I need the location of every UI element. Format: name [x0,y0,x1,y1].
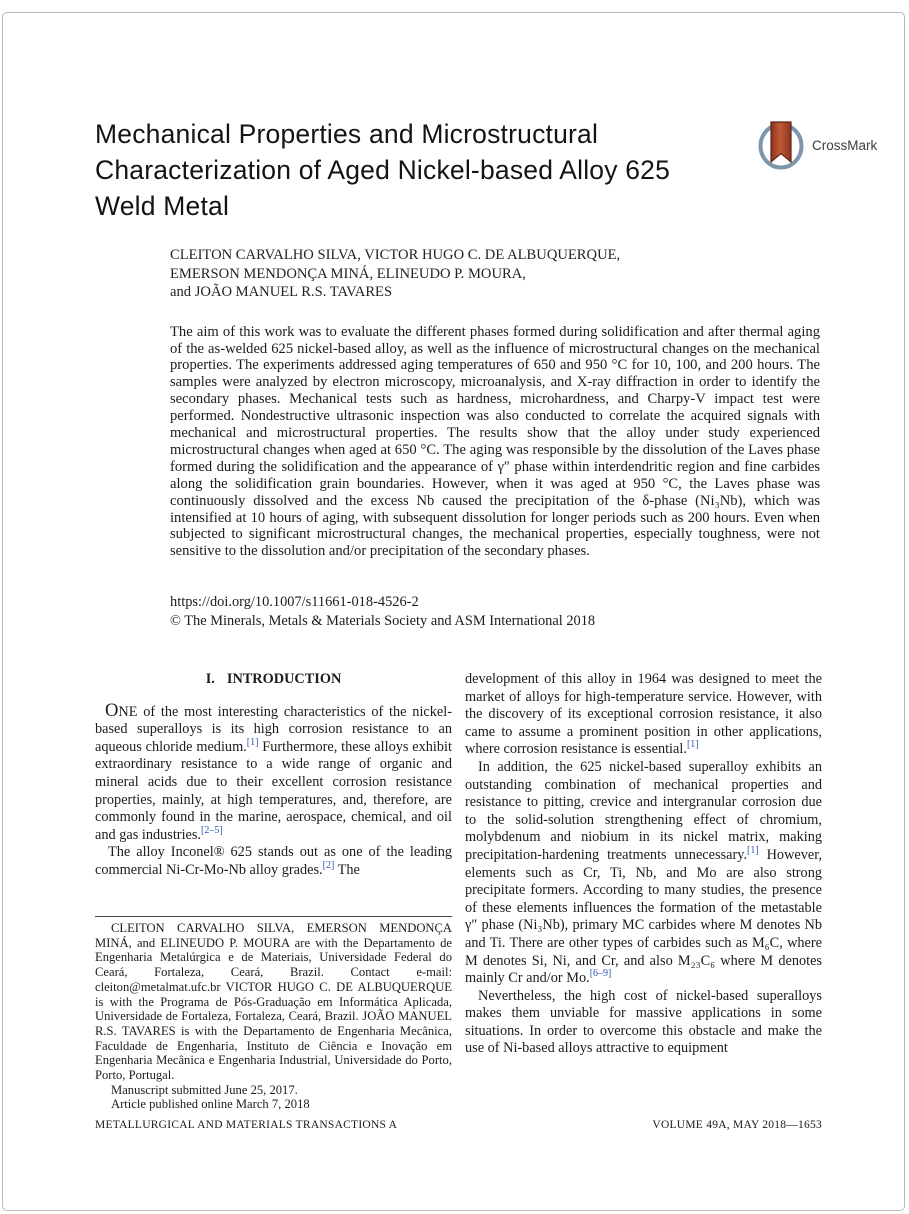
page-footer [95,1119,822,1131]
paragraph-text: However, elements such as Cr, Ti, Nb, and Mo are also strong precipitate formers. According to many studies, the presence of these elements influences the formation of the metastable γ″ phase (Ni₃Nb), primary MC carbides where M denotes Nb and Ti. There are other types of carbides such as M₆C, where M denotes Si, Ni, and Cr, and also M₂₃C₆ where M denotes mainly Cr and/or Mo. [465,846,822,987]
intro-paragraph-2 [95,844,452,879]
citation-ref-2[interactable]: [2] [322,860,335,872]
section-title: INTRODUCTION [226,671,342,687]
title-line-1: Mechanical Properties and Microstructural [95,119,599,149]
copyright-line: © The Minerals, Metals & Materials Society and ASM International 2018 [170,613,596,629]
right-column [465,671,822,1058]
citation-ref-1[interactable]: [1] [246,737,259,749]
intro-paragraph-3 [465,671,822,759]
crossmark-icon [756,118,808,172]
crossmark-badge[interactable] [756,118,901,172]
author-list [170,246,820,302]
manuscript-submitted-line: Manuscript submitted June 25, 2017. [111,1082,298,1097]
footnote-block [95,916,452,1112]
paragraph-text: The [334,861,360,878]
citation-ref-2-5[interactable]: [2–5] [201,824,223,836]
paragraph-text: In addition, the 625 nickel-based superalloy exhibits an outstanding combination of mechanical properties and resistance to pitting, crevice and intergranular corrosion due to the solid-solution strengthening effect of chromium, molybdenum and niobium in its nickel matrix, making precipitation-hardening treatments unnecessary. [465,758,822,863]
author-line: EMERSON MENDONÇA MINÁ, ELINEUDO P. MOURA, [170,265,526,282]
affiliations-text: CLEITON CARVALHO SILVA, EMERSON MENDONÇA MINÁ, and ELINEUDO P. MOURA are with the Departamento de Engenharia Metalúrgica e de Materiais, Universidade Federal do Ceará, Fortaleza, Ceará, Brazil. Contact e-mail: cleiton@metalmat.ufc.br VICTOR HUGO C. DE ALBUQUERQUE is with the Programa de Pós-Graduação em Informática Aplicada, Universidade de Fortaleza, Fortaleza, Ceará, Brazil. JOÃO MANUEL R.S. TAVARES is with the Departamento de Engenharia Mecânica, Faculdade de Engenharia, Instituto de Ciência e Inovação em Engenharia Mecânica e Engenharia Industrial, Universidade do Porto, Porto, Portugal. [95,921,452,1083]
journal-name: METALLURGICAL AND MATERIALS TRANSACTIONS A [95,1119,398,1131]
abstract-text: The aim of this work was to evaluate the different phases formed during solidification and after thermal aging of the as-welded 625 nickel-based alloy, as well as the influence of microstructural changes on the mechanical properties. The experiments addressed aging temperatures of 650 and 950 °C for 10, 100, and 200 hours. The samples were analyzed by electron microscopy, microanalysis, and X-ray diffraction in order to identify the secondary phases. Mechanical tests such as hardness, microhardness, and Charpy-V impact test were performed. Nondestructive ultrasonic inspection was also conducted to correlate the acquired signals with mechanical and microstructural properties. The results show that the alloy under study experienced microstructural changes when aged at 650 °C. The aging was responsible by the dissolution of the Laves phase formed during the solidification and the appearance of γ″ phase within interdendritic region and fine carbides along the solidification grain boundaries. However, when it was aged at 950 °C, the Laves phase was continuously dissolved and the excess Nb caused the precipitation of the δ-phase (Ni₃Nb), which was intensified at 10 hours of aging, with subsequent dissolution for longer periods such as 200 hours. Even when subjected to significant microstructural changes, the mechanical properties, especially toughness, were not sensitive to the dissolution and/or precipitation of the secondary phases. [170,323,820,560]
intro-paragraph-5: Nevertheless, the high cost of nickel-based superalloys makes them unviable for massive applications in some situations. In order to overcome this obstacle and make the use of Ni-based alloys attractive to equipment [465,987,822,1057]
intro-paragraph-1 [95,699,452,845]
title-line-3: Weld Metal [95,191,230,221]
title-line-2: Characterization of Aged Nickel-based Alloy 625 [95,155,671,185]
author-line: CLEITON CARVALHO SILVA, VICTOR HUGO C. DE ALBUQUERQUE, [170,247,621,263]
paragraph-text: Furthermore, these alloys exhibit extraordinary resistance to a wide range of organic and mineral acids due to their excellent corrosion resistance properties, mainly, at high temperatures, and, therefore, are commonly found in the marine, aerospace, chemical, and oil and gas industries. [95,738,452,843]
section-heading-introduction [95,671,452,689]
left-column [95,671,452,880]
citation-ref-6-9[interactable]: [6–9] [589,968,612,980]
paragraph-text: of the most interesting characteristics of the nickel-based superalloys is its high corrosion resistance to an aqueous chloride medium. [95,703,452,755]
author-line: and JOÃO MANUEL R.S. TAVARES [170,284,393,300]
paragraph-initial-cap: O [105,699,119,721]
article-published-line: Article published online March 7, 2018 [111,1097,310,1112]
citation-ref-1[interactable]: [1] [686,739,699,751]
doi-link[interactable]: https://doi.org/10.1007/s11661-018-4526-2 [170,594,419,610]
intro-paragraph-4 [465,759,822,988]
volume-page-number: VOLUME 49A, MAY 2018—1653 [652,1119,822,1131]
citation-ref-1[interactable]: [1] [747,845,759,857]
crossmark-label: CrossMark [812,137,878,153]
paragraph-opening-caps: NE [118,703,138,720]
paragraph-text: development of this alloy in 1964 was designed to meet the market of alloys for high-temperature service. However, with the discovery of its exceptional corrosion resistance, it also came to assume a prominent position in other applications, where corrosion resistance is essential. [465,671,822,758]
paragraph-text: The alloy Inconel® 625 stands out as one of the leading commercial Ni-Cr-Mo-Nb alloy grades. [95,844,452,878]
page-title [95,116,715,224]
section-number: I. [205,671,215,687]
